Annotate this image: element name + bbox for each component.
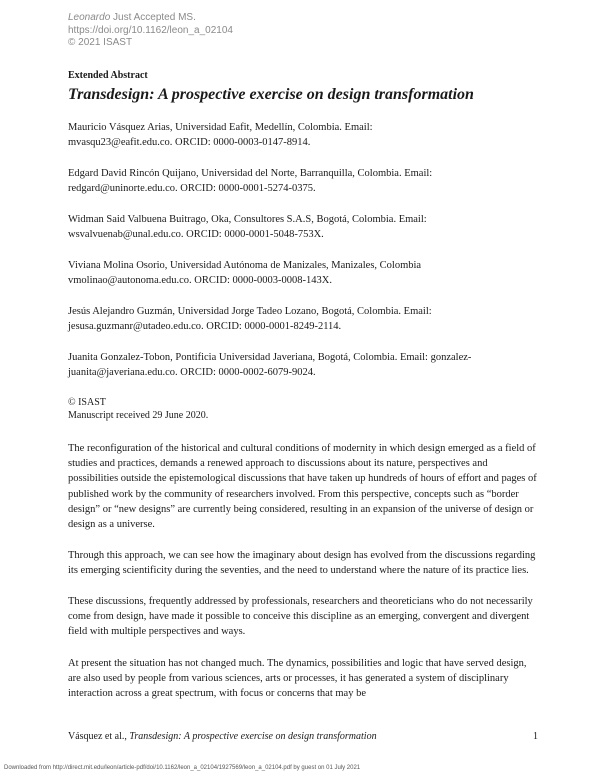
manuscript-received: Manuscript received 29 June 2020. [68, 409, 209, 421]
footer-title: Transdesign: A prospective exercise on design transformation [129, 731, 377, 742]
body-paragraph: At present the situation has not changed much. The dynamics, possibilities and logic that have served design, are also used by people from various sciences, arts or processes, it has generated a system of disciplinary interaction across a great spectrum, with focus or concerns that may be [68, 658, 527, 700]
author-affiliation: Widman Said Valbuena Buitrago, Oka, Consultores S.A.S, Bogotá, Colombia. Email: [68, 214, 427, 225]
page-number: 1 [533, 731, 538, 742]
body-paragraph: These discussions, frequently addressed by professionals, researchers and theoreticians who do not necessarily come from design, have made it possible to conceive this discipline as an emerging, convergent and divergent field with multiple perspectives and ways. [68, 596, 533, 638]
journal-name: Leonardo [68, 12, 111, 23]
copyright-block [68, 397, 538, 422]
body-paragraph: The reconfiguration of the historical and cultural conditions of modernity in which design emerged as a field of studies and practices, demands a renewed approach to discussions about its nature, perspectives and possibilities outside the epistemological discussions that have taken up hundreds of hours of effort and pages of published work by the community of researchers involved. From this perspective, concepts such as “border design” or “new designs” are currently being considered, resulting in an expansion of the universe of design or design as a universe. [68, 443, 537, 531]
page-footer [68, 731, 538, 743]
section-label: Extended Abstract [68, 70, 148, 81]
copyright-line: © ISAST [68, 397, 106, 408]
journal-header [68, 12, 233, 50]
author-entry [68, 120, 538, 150]
accepted-status: Just Accepted MS. [110, 12, 196, 23]
author-entry [68, 304, 538, 334]
footer-authors: Vásquez et al., [68, 731, 130, 742]
author-affiliation: Juanita Gonzalez-Tobon, Pontificia Universidad Javeriana, Bogotá, Colombia. Email: gonzalez- [68, 352, 472, 363]
author-entry [68, 212, 538, 242]
author-contact: wsvalvuenab@unal.edu.co. ORCID: 0000-0001-5048-753X. [68, 229, 324, 240]
doi-link[interactable]: https://doi.org/10.1162/leon_a_02104 [68, 24, 233, 36]
author-affiliation: Mauricio Vásquez Arias, Universidad Eafit, Medellín, Colombia. Email: [68, 122, 373, 133]
author-contact: redgard@uninorte.edu.co. ORCID: 0000-0001-5274-0375. [68, 183, 316, 194]
header-copyright: © 2021 ISAST [68, 37, 133, 48]
download-note: Downloaded from http://direct.mit.edu/leon/article-pdf/doi/10.1162/leon_a_02104/1927569/leon_a_02104.pdf by guest on 01 July 2021 [4, 765, 361, 771]
author-entry [68, 350, 538, 380]
author-entry [68, 166, 538, 196]
author-contact: juanita@javeriana.edu.co. ORCID: 0000-0002-6079-9024. [68, 367, 316, 378]
article-body [68, 70, 538, 700]
author-affiliation: Jesús Alejandro Guzmán, Universidad Jorge Tadeo Lozano, Bogotá, Colombia. Email: [68, 306, 432, 317]
journal-status-line [68, 12, 233, 25]
author-contact: mvasqu23@eafit.edu.co. ORCID: 0000-0003-0147-8914. [68, 137, 311, 148]
author-contact: jesusa.guzmanr@utadeo.edu.co. ORCID: 0000-0001-8249-2114. [68, 321, 342, 332]
author-contact: vmolinao@autonoma.edu.co. ORCID: 0000-0003-0008-143X. [68, 275, 332, 286]
author-affiliation: Edgard David Rincón Quijano, Universidad del Norte, Barranquilla, Colombia. Email: [68, 168, 433, 179]
body-paragraph: Through this approach, we can see how the imaginary about design has evolved from the discussions regarding its emerging scientificity during the seventies, and the need to understand where the nature of its practice lies. [68, 550, 536, 577]
article-title: Transdesign: A prospective exercise on design transformation [68, 86, 474, 103]
author-entry [68, 258, 538, 288]
author-affiliation: Viviana Molina Osorio, Universidad Autónoma de Manizales, Manizales, Colombia [68, 260, 422, 271]
